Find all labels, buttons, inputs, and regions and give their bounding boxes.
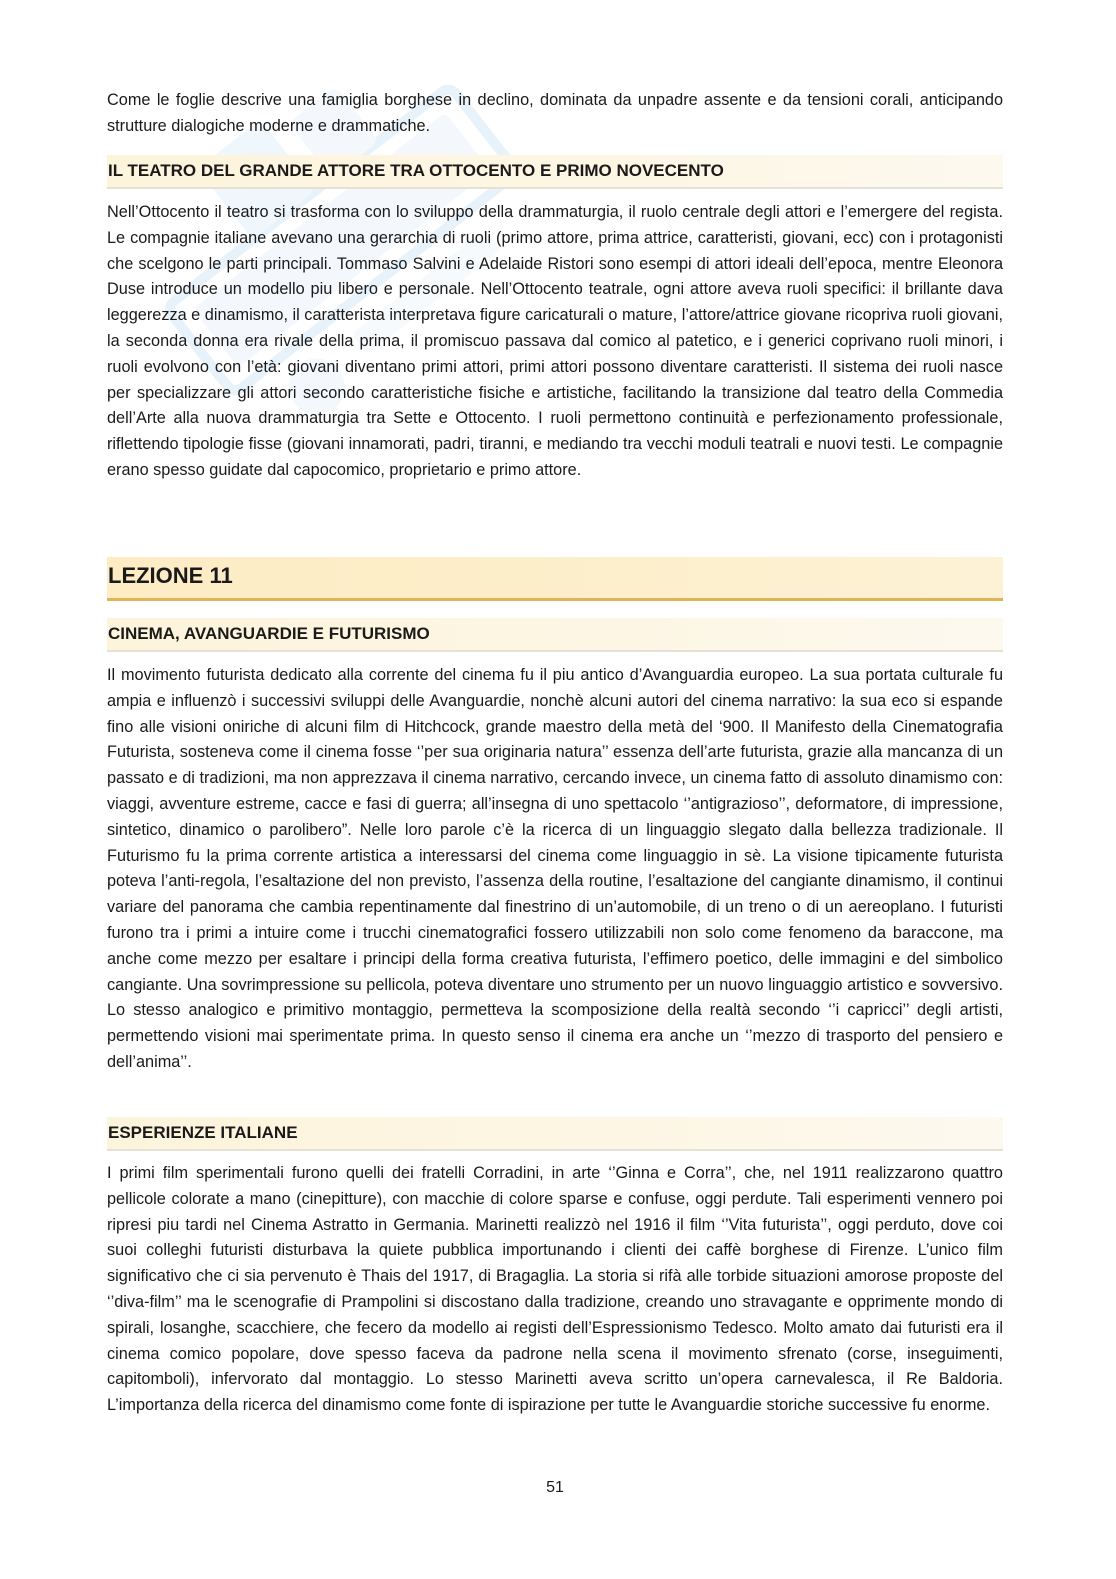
section-body-esperienze: I primi film sperimentali furono quelli dei fratelli Corradini, in arte ‘’Ginna e Corra’’, che, nel 1911 realizzarono quattro pellicole colorate a mano (cinepitture), con macchie di colore sparse e confuse, oggi perdute. Tali esperimenti vennero poi ripresi piu tardi nel Cinema Astratto in Germania. Marinetti realizzò nel 1916 il film ‘’Vita futurista’’, oggi perduto, dove coi suoi colleghi futuristi disturbava la quiete pubblica importunando i clienti dei caffè borghese di Firenze. L’unico film significativo che ci sia pervenuto è Thais del 1917, di Bragaglia. La storia si rifà alle torbide situazioni amorose proposte del ‘’diva-film’’ ma le scenografie di Prampolini si discostano dalla tradizione, creando uno stravagante e opprimente mondo di spirali, losanghe, scacchiere, che fecero da modello ai registi dell’Espressionismo Tedesco. Molto amato dai futuristi era il cinema comico popolare, dove spesso faceva da padrone nella scena il movimento sfrenato (corse, inseguimenti, capitomboli), infervorato dal montaggio. Lo stesso Marinetti aveva scritto un’opera carnevalesca, il Re Baldoria. L’importanza della ricerca del dinamismo come fonte di ispirazione per tutte le Avanguardie storiche successive fu enorme. — [107, 1164, 1003, 1415]
section-heading-esperienze: ESPERIENZE ITALIANE — [107, 1117, 1003, 1151]
section-heading-cinema: CINEMA, AVANGUARDIE E FUTURISMO — [107, 618, 1003, 652]
intro-paragraph: Come le foglie descrive una famiglia borghese in declino, dominata da unpadre assente e da tensioni corali, anticipando strutture dialogiche moderne e drammatiche. — [107, 91, 1003, 135]
page-number: 51 — [546, 1479, 564, 1496]
section-heading-grande-attore: IL TEATRO DEL GRANDE ATTORE TRA OTTOCENTO E PRIMO NOVECENTO — [107, 155, 1003, 189]
section-body-grande-attore: Nell’Ottocento il teatro si trasforma con lo sviluppo della drammaturgia, il ruolo centrale degli attori e l’emergere del regista. Le compagnie italiane avevano una gerarchia di ruoli (primo attore, prima attrice, caratteristi, giovani, ecc) con i protagonisti che scelgono le parti principali. Tommaso Salvini e Adelaide Ristori sono esempi di attori ideali dell’epoca, mentre Eleonora Duse introduce un modello piu libero e personale. Nell’Ottocento teatrale, ogni attore aveva ruoli specifici: il brillante dava leggerezza e dinamismo, il caratterista interpretava figure caricaturali o mature, l’attore/attrice giovane ricopriva ruoli giovani, la seconda donna era rivale della prima, il promiscuo passava dal comico al patetico, e i generici coprivano ruoli minori, i ruoli evolvono con l’età: giovani diventano primi attori, primi attori possono diventare caratteristi. Il sistema dei ruoli nasce per specializzare gli attori secondo caratteristiche fisiche e artistiche, facilitando la transizione dal teatro della Commedia dell’Arte alla nuova drammaturgia tra Sette e Ottocento. I ruoli permettono continuità e perfezionamento professionale, riflettendo tipologie fisse (giovani innamorati, padri, tiranni, e mediando tra vecchi moduli teatrali e nuovi testi. Le compagnie erano spesso guidate dal capocomico, proprietario e primo attore. — [107, 203, 1003, 479]
document-page — [107, 0, 1003, 1579]
lesson-heading: LEZIONE 11 — [107, 557, 1003, 601]
section-body-cinema: Il movimento futurista dedicato alla corrente del cinema fu il piu antico d’Avanguardia europeo. La sua portata culturale fu ampia e influenzò i successivi sviluppi delle Avanguardie, nonchè alcuni autori del cinema narrativo: la sua eco si espande fino alle visioni oniriche di alcuni film di Hitchcock, grande maestro della metà del ‘900. Il Manifesto della Cinematografia Futurista, sosteneva come il cinema fosse ‘’per sua originaria natura’’ essenza dell’arte futurista, grazie alla mancanza di un passato e di tradizioni, ma non apprezzava il cinema narrativo, cercando invece, un cinema fatto di assoluto dinamismo con: viaggi, avventure estreme, cacce e fasi di guerra; all’insegna di uno spettacolo ‘’antigrazioso’’, deformatore, di impressione, sintetico, dinamico o parolibero”. Nelle loro parole c’è la ricerca di un linguaggio slegato dalla bellezza tradizionale. Il Futurismo fu la prima corrente artistica a interessarsi del cinema come linguaggio in sè. La visione tipicamente futurista poteva l’anti-regola, l’esaltazione del non previsto, l’assenza della routine, l’esaltazione del cangiante dinamismo, il continui variare del panorama che cambia repentinamente dal finestrino di un’automobile, di un treno o di un aereoplano. I futuristi furono tra i primi a intuire come i trucchi cinematografici fossero utilizzabili non solo come fenomeno da baraccone, ma anche come mezzo per esaltare i principi della forma creativa futurista, l’effimero poetico, delle immagini e del simbolico cangiante. Una sovrimpressione su pellicola, poteva diventare uno strumento per un nuovo linguaggio artistico e sovversivo. Lo stesso analogico e primitivo montaggio, permetteva la scomposizione della realtà secondo ‘’i capricci’’ degli artisti, permettendo visioni mai sperimentate prima. In questo senso il cinema era anche un ‘’mezzo di trasporto del pensiero e dell’anima’’. — [107, 666, 1003, 1071]
